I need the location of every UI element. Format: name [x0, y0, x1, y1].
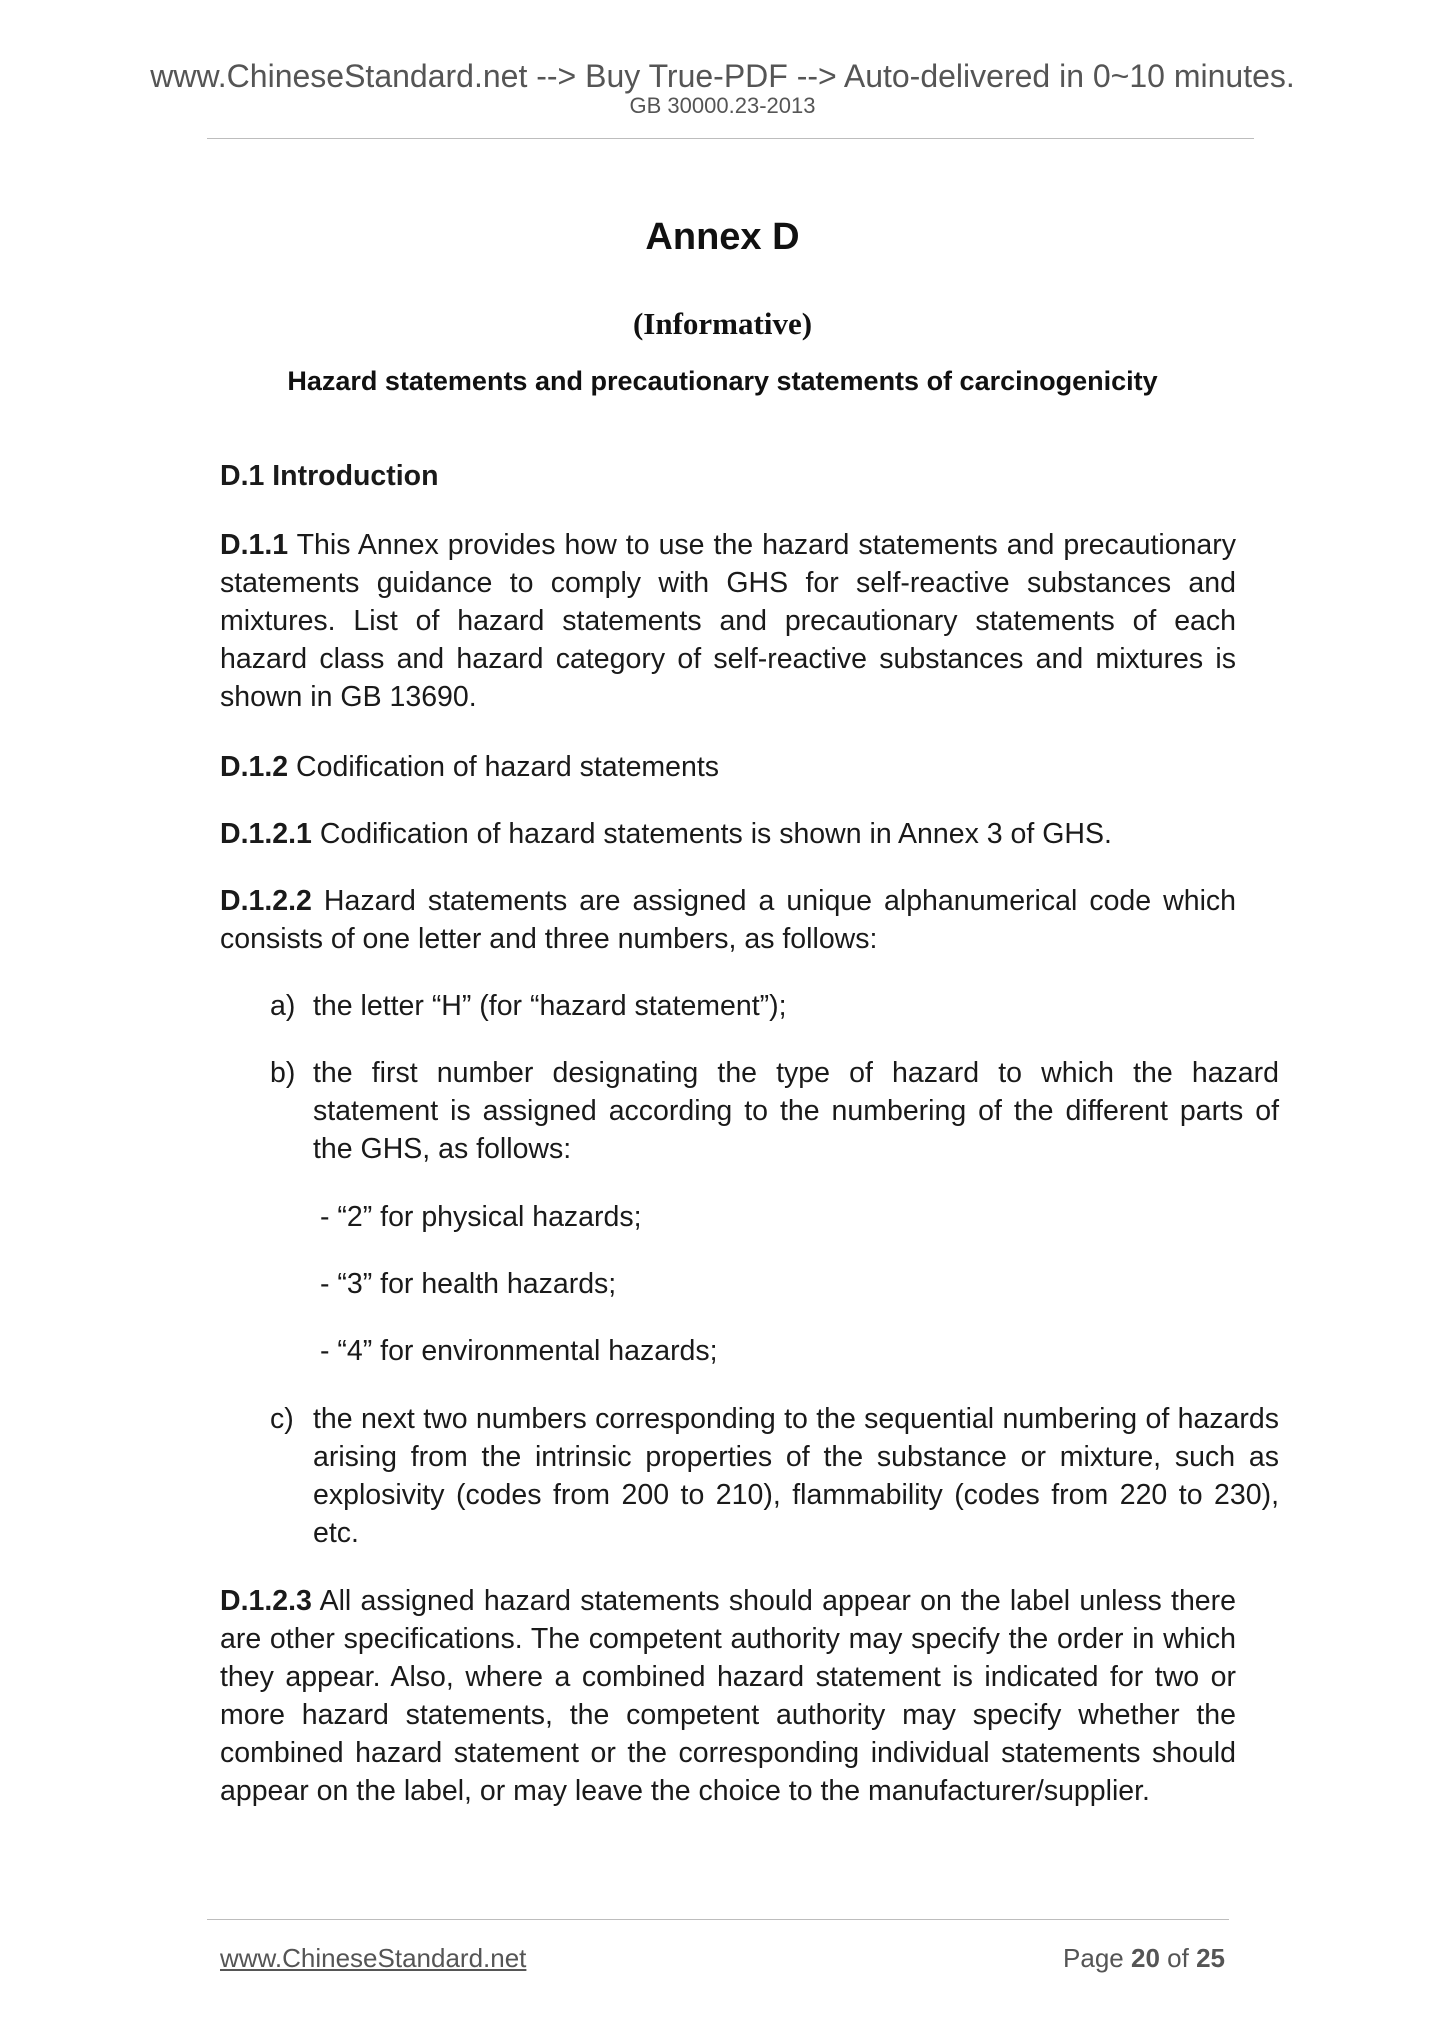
list-marker: b) [270, 1057, 296, 1089]
page-indicator [1063, 1943, 1225, 1974]
annex-subtitle: Hazard statements and precautionary statements of carcinogenicity [287, 366, 1158, 396]
list-item-c [270, 1400, 1279, 1552]
paragraph-d11 [220, 526, 1236, 716]
annex-title: Annex D [645, 216, 800, 258]
paragraph-text: Hazard statements are assigned a unique alphanumerical code which consists of one letter and three numbers, as follows: [220, 885, 1236, 955]
clause-number: D.1.2.1 [220, 818, 312, 850]
annex-type: (Informative) [632, 306, 813, 341]
footer-website-link[interactable]: www.ChineseStandard.net [220, 1943, 527, 1973]
paragraph-d12 [220, 748, 1236, 786]
list-item-text: the letter “H” (for “hazard statement”); [313, 990, 787, 1022]
list-item-text: the first number designating the type of hazard to which the hazard statement is assigned according to the numbering of the different parts of the GHS, as follows: [313, 1057, 1279, 1165]
list-marker: a) [270, 990, 296, 1022]
document-id: GB 30000.23-2013 [629, 93, 816, 118]
paragraph-text: This Annex provides how to use the hazard statements and precautionary statements guidance to comply with GHS for self-reactive substances and mixtures. List of hazard statements and precautionary statements of each hazard class and hazard category of self-reactive substances and mixtures is shown in GB 13690. [220, 529, 1236, 713]
list-item-b [270, 1054, 1279, 1168]
footer-divider [207, 1919, 1229, 1920]
list-item-text: the next two numbers corresponding to the sequential numbering of hazards arising from the intrinsic properties of the substance or mixture, such as explosivity (codes from 200 to 210), flammability (codes from 220 to 230), etc. [313, 1403, 1279, 1549]
clause-number: D.1.2.2 [220, 885, 312, 917]
paragraph-text: Codification of hazard statements [296, 751, 720, 783]
paragraph-text: Codification of hazard statements is shown in Annex 3 of GHS. [319, 818, 1112, 850]
clause-number: D.1.2 [220, 751, 289, 783]
page-current: 20 [1131, 1943, 1160, 1973]
header-divider [207, 138, 1254, 139]
header-banner[interactable]: www.ChineseStandard.net --> Buy True-PDF --> Auto-delivered in 0~10 minutes. [150, 58, 1295, 94]
paragraph-d121 [220, 815, 1236, 853]
sub-item-environmental: - “4” for environmental hazards; [320, 1335, 718, 1367]
clause-number: D.1.2.3 [220, 1585, 312, 1617]
paragraph-d122 [220, 882, 1236, 958]
sub-item-physical: - “2” for physical hazards; [320, 1201, 642, 1233]
page-total: 25 [1196, 1943, 1225, 1973]
sub-item-health: - “3” for health hazards; [320, 1268, 617, 1300]
page-word: Page [1063, 1943, 1124, 1973]
section-heading-d1: D.1 Introduction [220, 460, 439, 492]
list-item-a [270, 987, 1279, 1025]
paragraph-text: All assigned hazard statements should appear on the label unless there are other specifications. The competent authority may specify the order in which they appear. Also, where a combined hazard statement is indicated for two or more hazard statements, the competent authority may specify whether the combined hazard statement or the corresponding individual statements should appear on the label, or may leave the choice to the manufacturer/supplier. [220, 1585, 1236, 1807]
page-of: of [1167, 1943, 1189, 1973]
paragraph-d123 [220, 1582, 1236, 1810]
clause-number: D.1.1 [220, 529, 289, 561]
list-marker: c) [270, 1403, 294, 1435]
